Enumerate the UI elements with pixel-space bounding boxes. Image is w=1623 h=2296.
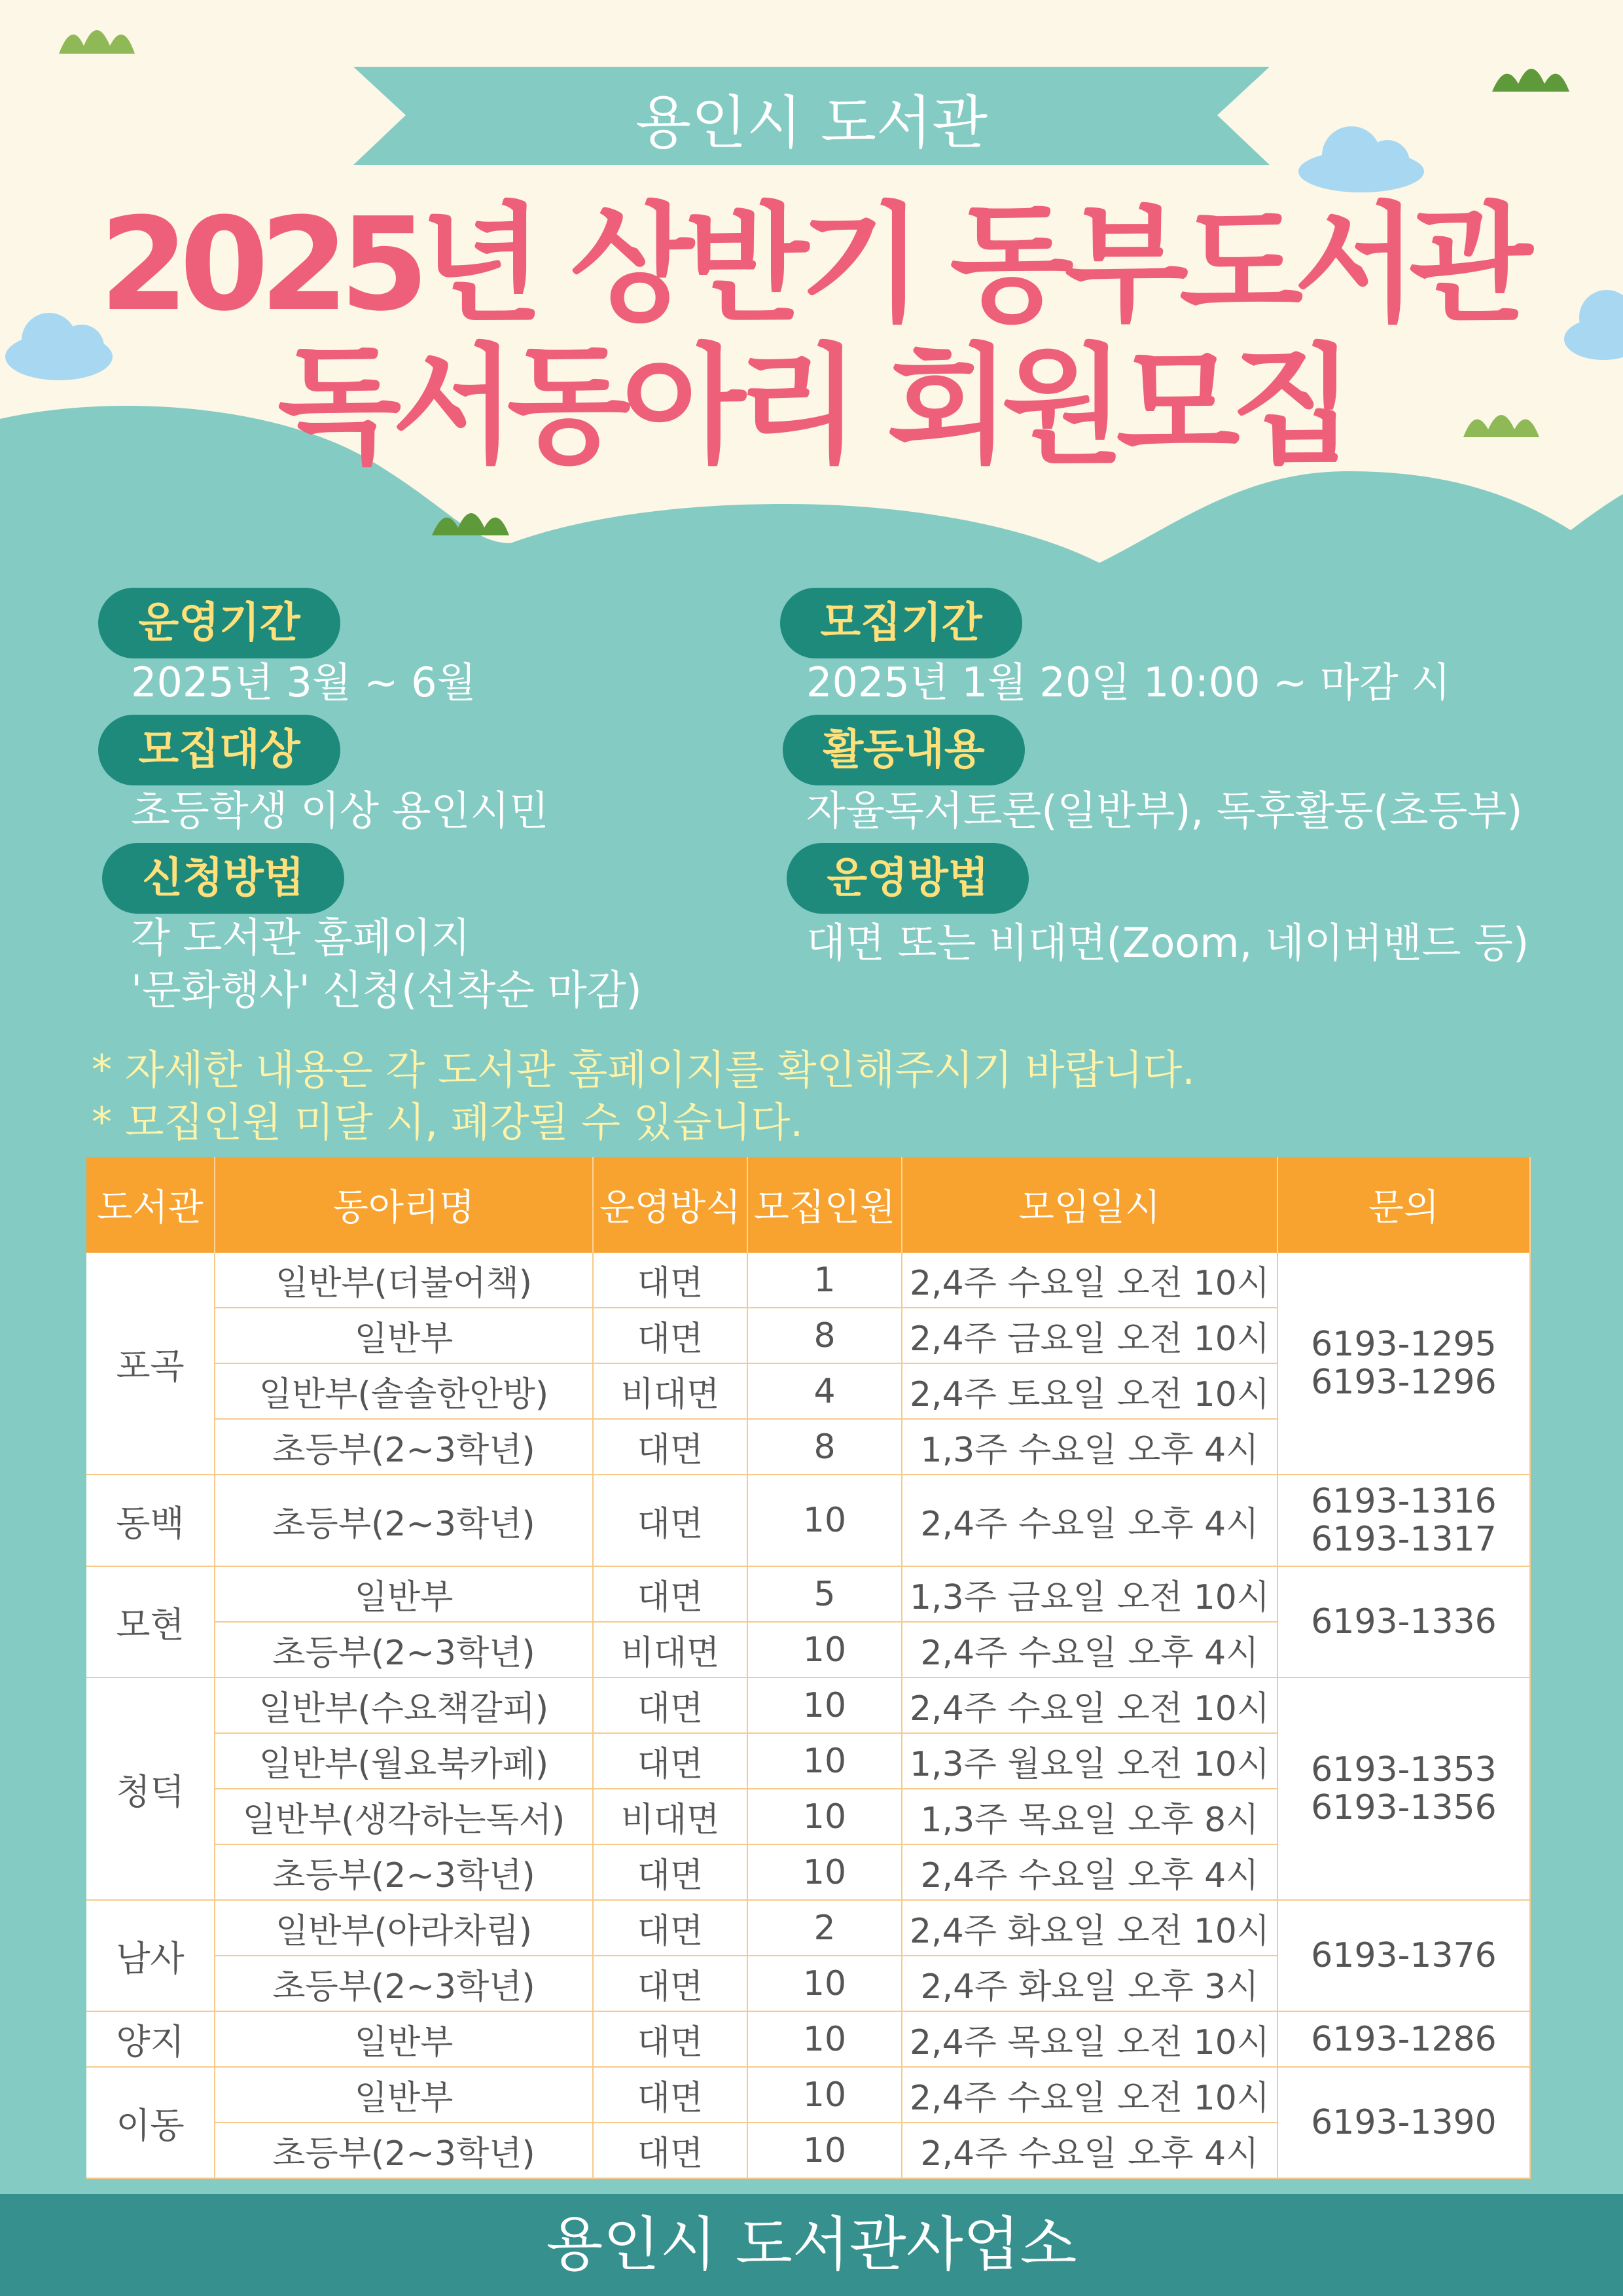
phone-number: 6193-1286 (1311, 2019, 1497, 2059)
value-target: 초등학생 이상 용인시민 (131, 787, 549, 834)
club-name-cell: 초등부(2~3학년) (215, 2123, 593, 2178)
mode-cell: 대면 (593, 1844, 747, 1900)
count-cell: 10 (747, 1789, 902, 1844)
club-name-cell: 일반부(아라차림) (215, 1900, 593, 1956)
contact-cell (1277, 2011, 1530, 2067)
library-cell: 모현 (86, 1566, 215, 1677)
time-cell: 2,4주 화요일 오전 10시 (902, 1900, 1277, 1956)
time-cell: 1,3주 목요일 오후 8시 (902, 1789, 1277, 1844)
count-cell: 8 (747, 1308, 902, 1363)
library-cell: 이동 (86, 2067, 215, 2178)
phone-number: 6193-1316 (1311, 1482, 1497, 1521)
phone-number: 6193-1296 (1311, 1363, 1497, 1402)
mode-cell: 대면 (593, 1566, 747, 1622)
contact-cell (1277, 1566, 1530, 1677)
time-cell: 1,3주 월요일 오전 10시 (902, 1733, 1277, 1789)
count-cell: 10 (747, 2011, 902, 2067)
mode-cell: 비대면 (593, 1622, 747, 1677)
table-header-row (86, 1157, 1530, 1253)
club-name-cell: 일반부(수요책갈피) (215, 1677, 593, 1733)
phone-number: 6193-1336 (1311, 1602, 1497, 1641)
library-cell: 양지 (86, 2011, 215, 2067)
value-method: 대면 또는 비대면(Zoom, 네이버밴드 등) (806, 919, 1529, 967)
label-activity: 활동내용 (783, 715, 1025, 785)
mode-cell: 대면 (593, 1956, 747, 2011)
club-name-cell: 초등부(2~3학년) (215, 1622, 593, 1677)
contact-cell (1277, 2067, 1530, 2178)
time-cell: 2,4주 수요일 오후 4시 (902, 1844, 1277, 1900)
phone-number: 6193-1353 (1311, 1750, 1497, 1789)
mode-cell: 대면 (593, 1475, 747, 1566)
library-cell: 청덕 (86, 1677, 215, 1900)
club-name-cell: 초등부(2~3학년) (215, 1844, 593, 1900)
value-operation-period: 2025년 3월 ~ 6월 (131, 658, 476, 706)
count-cell: 10 (747, 2067, 902, 2123)
time-cell: 2,4주 수요일 오후 4시 (902, 1475, 1277, 1566)
header-library: 도서관 (86, 1157, 215, 1253)
header-time: 모임일시 (902, 1157, 1277, 1253)
page-title-line1: 2025년 상반기 동부도서관 (99, 190, 1524, 340)
grass-icon (59, 30, 135, 54)
header-club-name: 동아리명 (215, 1157, 593, 1253)
table-row (86, 2067, 1530, 2123)
label-target: 모집대상 (98, 715, 340, 785)
club-name-cell: 초등부(2~3학년) (215, 1475, 593, 1566)
label-recruit-period: 모집기간 (780, 588, 1022, 658)
count-cell: 8 (747, 1419, 902, 1475)
library-cell: 동백 (86, 1475, 215, 1566)
time-cell: 2,4주 수요일 오전 10시 (902, 2067, 1277, 2123)
count-cell: 10 (747, 1622, 902, 1677)
table-row (86, 2011, 1530, 2067)
note-1: * 자세한 내용은 각 도서관 홈페이지를 확인해주시기 바랍니다. (92, 1046, 1195, 1094)
mode-cell: 대면 (593, 1419, 747, 1475)
time-cell: 2,4주 수요일 오전 10시 (902, 1677, 1277, 1733)
note-2: * 모집인원 미달 시, 폐강될 수 있습니다. (92, 1098, 804, 1146)
club-name-cell: 일반부 (215, 2067, 593, 2123)
time-cell: 2,4주 목요일 오전 10시 (902, 2011, 1277, 2067)
label-method: 운영방법 (787, 843, 1029, 914)
time-cell: 2,4주 금요일 오전 10시 (902, 1308, 1277, 1363)
footer-organization: 용인시 도서관사업소 (0, 2194, 1623, 2296)
time-cell: 1,3주 금요일 오전 10시 (902, 1566, 1277, 1622)
contact-cell (1277, 1253, 1530, 1475)
label-operation-period: 운영기간 (98, 588, 340, 658)
time-cell: 2,4주 화요일 오후 3시 (902, 1956, 1277, 2011)
value-apply-line2: '문화행사' 신청(선착순 마감) (131, 966, 642, 1014)
library-cell: 포곡 (86, 1253, 215, 1475)
club-name-cell: 일반부 (215, 1308, 593, 1363)
mode-cell: 대면 (593, 1900, 747, 1956)
value-recruit-period: 2025년 1월 20일 10:00 ~ 마감 시 (806, 658, 1451, 706)
mode-cell: 대면 (593, 1677, 747, 1733)
contact-cell (1277, 1475, 1530, 1566)
count-cell: 10 (747, 1956, 902, 2011)
header-contact: 문의 (1277, 1157, 1530, 1253)
header-mode: 운영방식 (593, 1157, 747, 1253)
club-name-cell: 일반부(월요북카페) (215, 1733, 593, 1789)
table-row (86, 1677, 1530, 1733)
club-name-cell: 초등부(2~3학년) (215, 1419, 593, 1475)
count-cell: 10 (747, 1475, 902, 1566)
table-row (86, 1253, 1530, 1308)
contact-cell (1277, 1677, 1530, 1900)
club-name-cell: 초등부(2~3학년) (215, 1956, 593, 2011)
mode-cell: 비대면 (593, 1363, 747, 1419)
phone-number: 6193-1356 (1311, 1788, 1497, 1827)
club-name-cell: 일반부 (215, 2011, 593, 2067)
value-activity: 자율독서토론(일반부), 독후활동(초등부) (806, 787, 1523, 834)
time-cell: 2,4주 수요일 오후 4시 (902, 2123, 1277, 2178)
contact-cell (1277, 1900, 1530, 2011)
mode-cell: 대면 (593, 1733, 747, 1789)
table-row (86, 1475, 1530, 1566)
page-title-line2: 독서동아리 회원모집 (277, 332, 1346, 481)
mode-cell: 대면 (593, 2011, 747, 2067)
club-name-cell: 일반부(생각하는독서) (215, 1789, 593, 1844)
time-cell: 2,4주 토요일 오전 10시 (902, 1363, 1277, 1419)
mode-cell: 대면 (593, 2123, 747, 2178)
mode-cell: 대면 (593, 1308, 747, 1363)
count-cell: 4 (747, 1363, 902, 1419)
mode-cell: 비대면 (593, 1789, 747, 1844)
count-cell: 2 (747, 1900, 902, 1956)
phone-number: 6193-1390 (1311, 2103, 1497, 2142)
mode-cell: 대면 (593, 1253, 747, 1308)
phone-number: 6193-1317 (1311, 1520, 1497, 1559)
mode-cell: 대면 (593, 2067, 747, 2123)
club-name-cell: 일반부(솔솔한안방) (215, 1363, 593, 1419)
table-row (86, 1566, 1530, 1622)
schedule-table (86, 1157, 1531, 2179)
table-row (86, 1900, 1530, 1956)
time-cell: 2,4주 수요일 오전 10시 (902, 1253, 1277, 1308)
count-cell: 10 (747, 2123, 902, 2178)
label-apply: 신청방법 (102, 843, 344, 914)
count-cell: 10 (747, 1844, 902, 1900)
time-cell: 2,4주 수요일 오후 4시 (902, 1622, 1277, 1677)
count-cell: 10 (747, 1733, 902, 1789)
phone-number: 6193-1376 (1311, 1936, 1497, 1975)
value-apply-line1: 각 도서관 홈페이지 (131, 914, 471, 961)
count-cell: 1 (747, 1253, 902, 1308)
count-cell: 10 (747, 1677, 902, 1733)
header-count: 모집인원 (747, 1157, 902, 1253)
club-name-cell: 일반부(더불어책) (215, 1253, 593, 1308)
library-cell: 남사 (86, 1900, 215, 2011)
count-cell: 5 (747, 1566, 902, 1622)
time-cell: 1,3주 수요일 오후 4시 (902, 1419, 1277, 1475)
club-name-cell: 일반부 (215, 1566, 593, 1622)
banner-text: 용인시 도서관 (635, 89, 988, 156)
phone-number: 6193-1295 (1311, 1325, 1497, 1364)
